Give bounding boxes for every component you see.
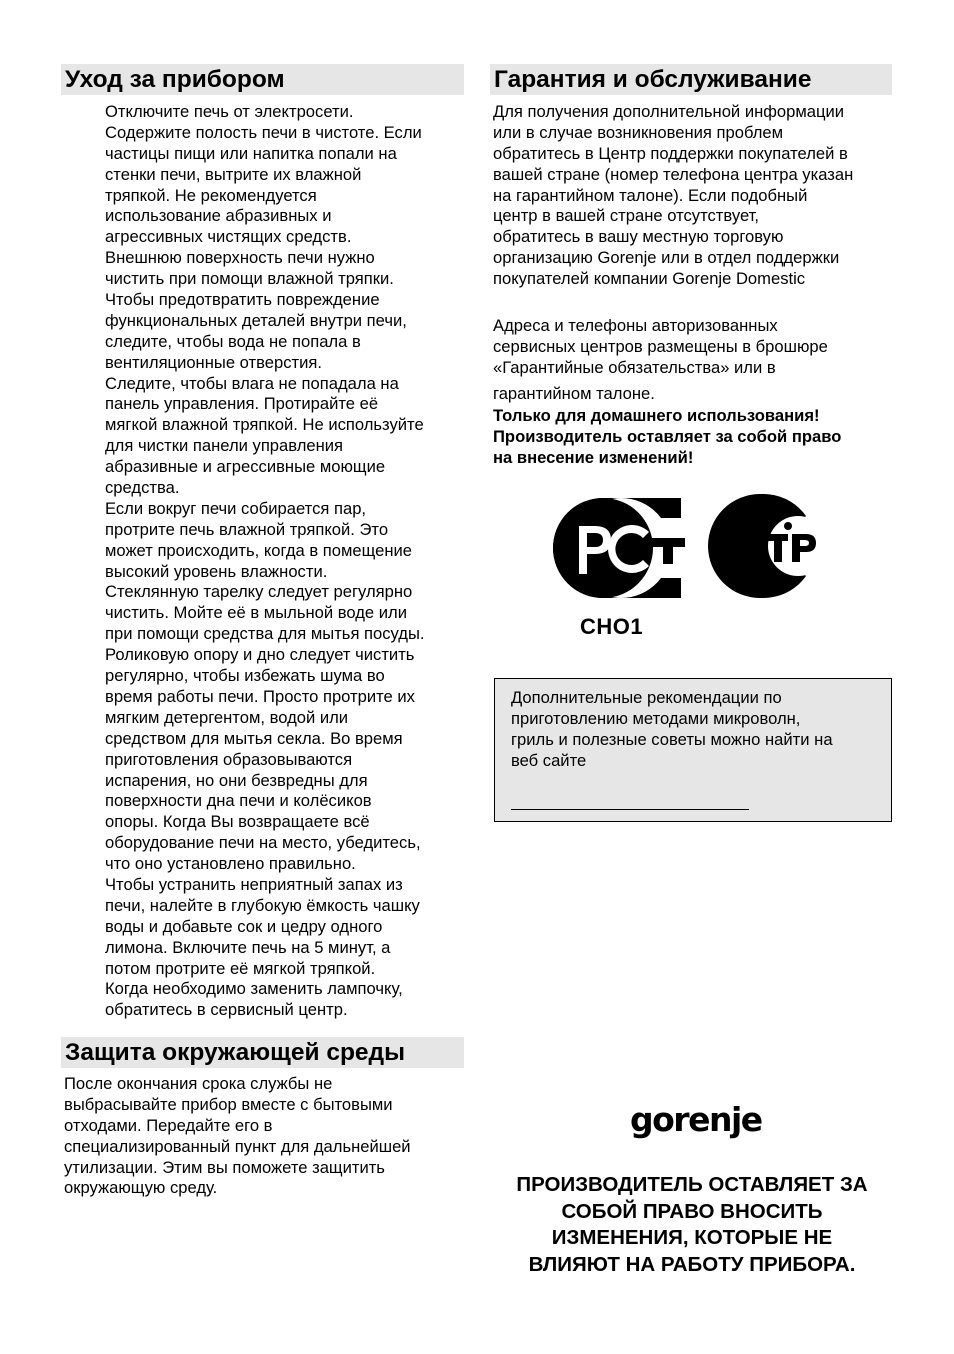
- text-line: организацию Gorenje или в отдел поддержки: [493, 248, 840, 268]
- text-line: ВЛИЯЮТ НА РАБОТУ ПРИБОРА.: [528, 1252, 856, 1276]
- text-line: воды и добавьте сок и цедру одного: [105, 916, 383, 936]
- text-line: покупателей компании Gorenje Domestic: [493, 269, 806, 289]
- text-line: при помощи средства для мытья посуды.: [105, 624, 425, 644]
- household-use-notice: [493, 406, 841, 469]
- text-line: печи, налейте в глубокую ёмкость чашку: [105, 895, 420, 915]
- text-line: Только для домашнего использования!: [493, 406, 820, 425]
- text-line: может происходить, когда в помещение: [105, 540, 412, 560]
- text-line: приготовления образовываются: [105, 749, 353, 769]
- text-line: вентиляционные отверстия.: [105, 352, 322, 372]
- warranty-heading: Гарантия и обслуживание: [490, 64, 892, 95]
- recommendations-text: [511, 688, 833, 772]
- text-line: или в случае возникновения проблем: [493, 122, 784, 142]
- text-line: Производитель оставляет за собой право: [493, 426, 842, 446]
- certification-code: СНО1: [580, 614, 644, 639]
- text-line: для чистки панели управления: [105, 436, 344, 456]
- text-line: следите, чтобы вода не попала в: [105, 331, 361, 351]
- text-line: Содержите полость печи в чистоте. Если: [105, 122, 422, 142]
- text-line: чистить. Мойте её в мыльной воде или: [105, 603, 407, 623]
- text-line: время работы печи. Просто протрите их: [105, 686, 415, 706]
- text-line: агрессивных чистящих средств.: [105, 227, 352, 247]
- recommendations-box: [494, 678, 892, 822]
- text-line: вашей стране (номер телефона центра указан: [493, 164, 854, 184]
- text-line: Для получения дополнительной информации: [493, 102, 845, 121]
- care-text: [105, 102, 425, 1021]
- text-line: использование абразивных и: [105, 206, 332, 226]
- text-line: Адреса и телефоны авторизованных: [493, 316, 778, 335]
- text-line: После окончания срока службы не: [64, 1074, 333, 1093]
- text-line: потом протрите её мягкой тряпкой.: [105, 958, 376, 978]
- text-line: ПРОИЗВОДИТЕЛЬ ОСТАВЛЯЕТ ЗА: [516, 1173, 868, 1196]
- text-line: протрите печь влажной тряпкой. Это: [105, 519, 389, 539]
- tr-certification-mark: [706, 492, 830, 605]
- text-line: абразивные и агрессивные моющие: [105, 457, 386, 477]
- text-line: окружающую среду.: [64, 1178, 218, 1198]
- text-line: высокий уровень влажности.: [105, 561, 328, 581]
- text-line: функциональных деталей внутри печи,: [105, 310, 407, 330]
- text-line: регулярно, чтобы избежать шума во: [105, 666, 385, 686]
- text-line: на гарантийном талоне). Если подобный: [493, 185, 808, 205]
- text-line: СОБОЙ ПРАВО ВНОСИТЬ: [561, 1199, 823, 1223]
- text-line: специализированный пункт для дальнейшей: [64, 1136, 411, 1156]
- text-line: Когда необходимо заменить лампочку,: [105, 979, 403, 999]
- service-centers-text: [493, 316, 828, 379]
- text-line: Если вокруг печи собирается пар,: [105, 498, 367, 518]
- text-line: средством для мытья секла. Во время: [105, 728, 403, 748]
- text-line: веб сайте: [511, 750, 587, 770]
- text-line: что оно установлено правильно.: [105, 854, 356, 874]
- text-line: утилизации. Этим вы поможете защитить: [64, 1157, 385, 1177]
- text-line: отходами. Передайте его в: [64, 1115, 273, 1135]
- environment-heading: Защита окружающей среды: [61, 1037, 464, 1068]
- tr-mark-icon: [706, 492, 830, 600]
- text-line: Дополнительные рекомендации по: [511, 688, 782, 707]
- text-line: Чтобы устранить неприятный запах из: [105, 874, 403, 894]
- text-line: на внесение изменений!: [493, 447, 694, 467]
- text-line: приготовлению методами микроволн,: [511, 708, 801, 728]
- text-line: ИЗМЕНЕНИЯ, КОТОРЫЕ НЕ: [551, 1226, 833, 1249]
- text-line: оборудование печи на место, убедитесь,: [105, 833, 421, 853]
- text-line: тряпкой. Не рекомендуется: [105, 185, 317, 205]
- text-line: чистить при помощи влажной тряпки.: [105, 269, 394, 289]
- text-line: гриль и полезные советы можно найти на: [511, 729, 833, 749]
- environment-text: [64, 1074, 411, 1199]
- text-line: панель управления. Протирайте её: [105, 394, 379, 414]
- care-heading: Уход за прибором: [61, 64, 464, 95]
- rst-mark-icon: [551, 496, 691, 602]
- text-line: мягкой влажной тряпкой. Не используйте: [105, 415, 424, 435]
- warranty-text: [493, 102, 853, 290]
- website-blank-line: [511, 809, 749, 810]
- text-line: обратитесь в вашу местную торговую: [493, 227, 784, 247]
- text-line: средства.: [105, 478, 180, 498]
- text-line: сервисных центров размещены в брошюре: [493, 336, 828, 356]
- text-line: Следите, чтобы влага не попадала на: [105, 373, 399, 393]
- text-line: Чтобы предотвратить повреждение: [105, 290, 380, 310]
- text-line: выбрасывайте прибор вместе с бытовыми: [64, 1094, 393, 1114]
- text-line: поверхности дна печи и колёсиков: [105, 791, 372, 811]
- text-line: Стеклянную тарелку следует регулярно: [105, 582, 413, 602]
- text-line: стенки печи, вытрите их влажной: [105, 164, 362, 184]
- gorenje-logo: gorenje: [630, 1100, 762, 1139]
- text-line: Отключите печь от электросети.: [105, 102, 354, 121]
- text-line: мягким детергентом, водой или: [105, 707, 349, 727]
- text-line: обратитесь в сервисный центр.: [105, 1000, 348, 1020]
- text-line: обратитесь в Центр поддержки покупателей в: [493, 143, 848, 163]
- text-line: опоры. Когда Вы возвращаете всё: [105, 812, 370, 832]
- text-line: Внешнюю поверхность печи нужно: [105, 248, 375, 268]
- text-line: «Гарантийные обязательства» или в: [493, 357, 776, 377]
- rst-certification-mark: [551, 496, 691, 607]
- text-line: испарения, но они безвредны для: [105, 770, 368, 790]
- manufacturer-notice: [494, 1172, 890, 1278]
- service-centers-text-end: гарантийном талоне.: [493, 384, 655, 403]
- text-line: частицы пищи или напитка попали на: [105, 143, 397, 163]
- text-line: центр в вашей стране отсутствует,: [493, 206, 760, 226]
- text-line: лимона. Включите печь на 5 минут, а: [105, 937, 391, 957]
- text-line: Роликовую опору и дно следует чистить: [105, 645, 415, 665]
